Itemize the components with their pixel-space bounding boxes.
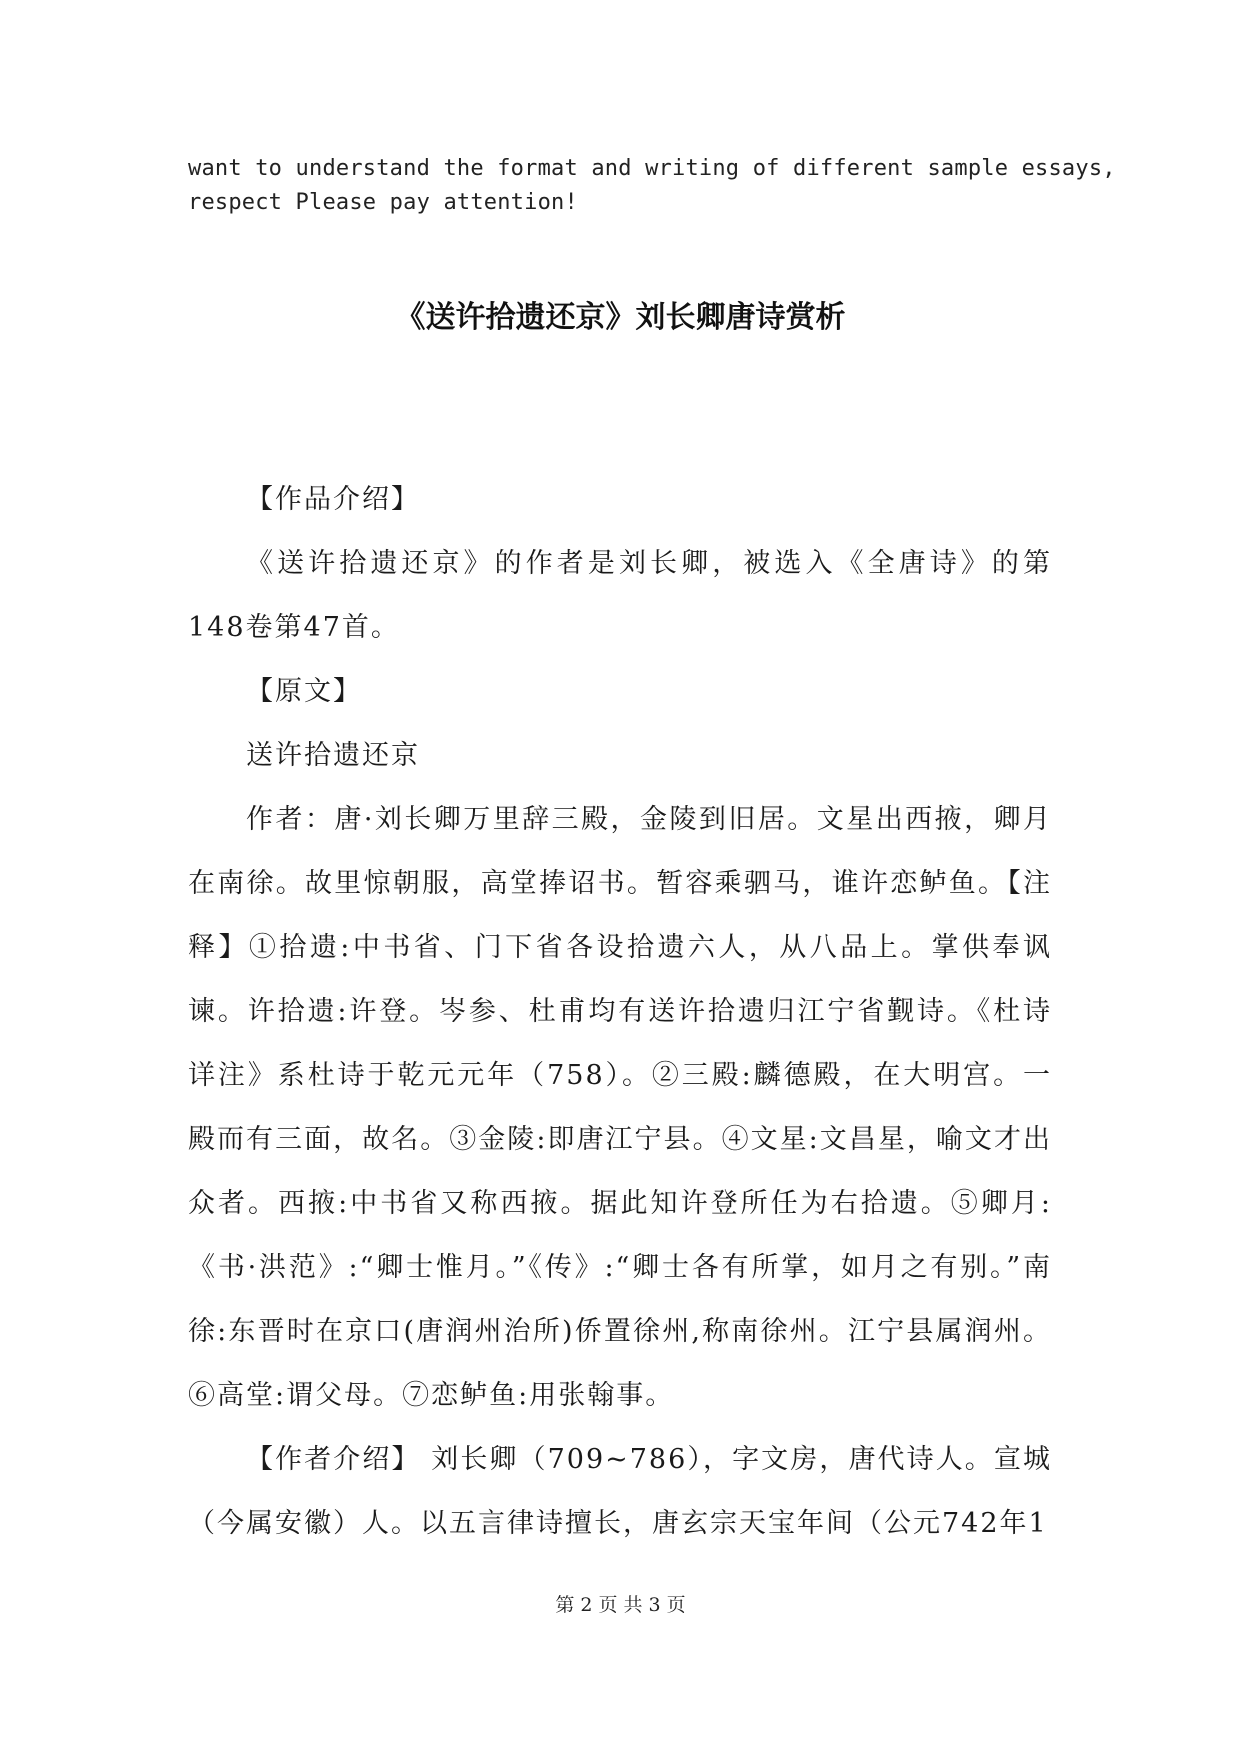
paragraph-work-intro: 《送许拾遗还京》的作者是刘长卿，被选入《全唐诗》的第148卷第47首。 xyxy=(188,548,1052,643)
paragraph-poem-and-notes: 作者：唐·刘长卿万里辞三殿，金陵到旧居。文星出西掖，卿月在南徐。故里惊朝服，高堂捧诏书。暂容乘驷马，谁许恋鲈鱼。【注释】①拾遗:中书省、门下省各设拾遗六人，从八品上。掌供奉讽谏。许拾遗:许登。岑参、杜甫均有送许拾遗归江宁省觐诗。《杜诗详注》系杜诗于乾元元年（758）。②三殿:麟德殿，在大明宫。一殿而有三面，故名。③金陵:即唐江宁县。④文星:文昌星，喻文才出众者。西掖:中书省又称西掖。据此知许登所任为右拾遗。⑤卿月:《书·洪范》:“卿士惟月。”《传》:“卿士各有所掌，如月之有别。”南徐:东晋时在京口(唐润州治所)侨置徐州,称南徐州。江宁县属润州。⑥高堂:谓父母。⑦恋鲈鱼:用张翰事。 xyxy=(188,804,1052,1411)
document-title: 《送许拾遗还京》刘长卿唐诗赏析 xyxy=(395,300,846,335)
page-number-footer: 第 2 页 共 3 页 xyxy=(555,1594,686,1616)
header-note-line-1: want to understand the format and writing of different sample essays, xyxy=(188,156,1116,181)
poem-title: 送许拾遗还京 xyxy=(246,740,420,771)
document-body xyxy=(188,468,1052,1556)
section-heading-original-text: 【原文】 xyxy=(246,676,362,707)
header-note-line-2: respect Please pay attention! xyxy=(188,190,578,215)
section-heading-work-intro: 【作品介绍】 xyxy=(246,484,420,515)
paragraph-author-intro: 【作者介绍】 刘长卿（709~786），字文房，唐代诗人。宣城（今属安徽）人。以五言律诗擅长，唐玄宗天宝年间（公元742年1 xyxy=(188,1444,1052,1539)
header-note xyxy=(188,152,1116,220)
